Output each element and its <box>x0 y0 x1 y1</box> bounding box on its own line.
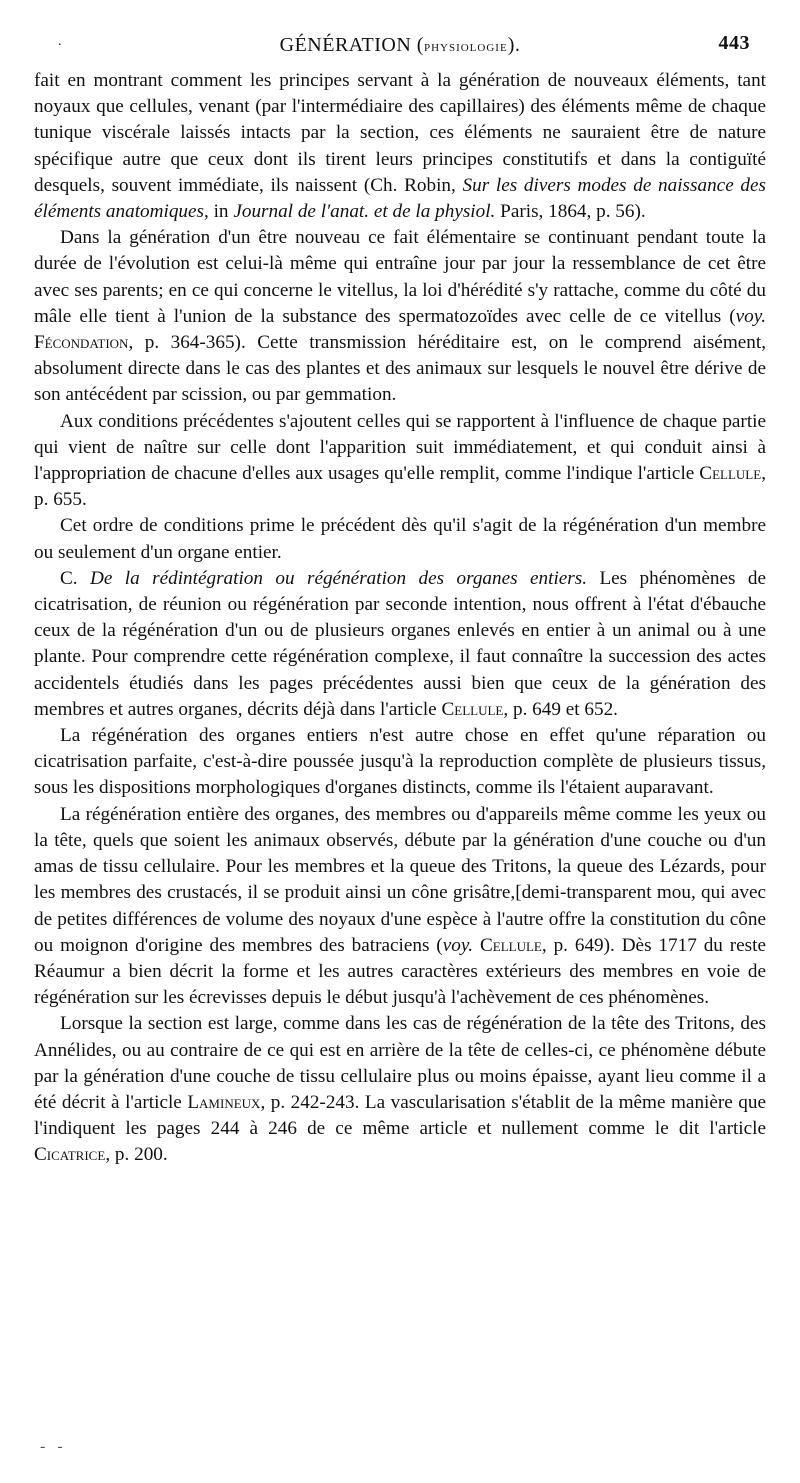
running-title <box>34 34 766 57</box>
p8-text-1: Lorsque la section est large, comme dans les cas de régénération de la tête des Tritons, des Annélides, ou au contraire de ce qui est en arrière de la tête de celles-ci, ce phénomène débute par la génération d'une couche de tissu cellulaire plus ou moins épaisse, ayant lieu comme il a été décrit à l'article <box>34 1013 766 1113</box>
paragraph-5 <box>34 566 766 723</box>
p2-text-3: , p. 364-365). Cette transmission héréditaire est, on le comprend aisément, absolument directe dans le cas des plantes et des animaux sur lesquels le nouvel être dérive de son antécédent par scission, ou par gemmation. <box>34 332 766 406</box>
paragraph-2 <box>34 225 766 408</box>
p8-text-2: , p. 242-243. La vascularisation s'établit de la même manière que l'indiquent les pages 244 à 246 de ce même article et nullement comme le dit l'article <box>34 1091 767 1140</box>
paragraph-1 <box>34 68 766 225</box>
p7-text-2 <box>473 935 480 956</box>
p1-text-1: fait en montrant comment les principes servant à la génération de nouveaux éléments, tant noyaux que cellules, venant (par l'intermédiaire des capillaires) des éléments même de chaque tunique viscérale laissés intacts par la section, ces éléments ne sauraient être de nature spécifique autre que ceux dont ils tirent leurs principes constitutifs et dans la contiguïté desquels, souvent immédiate, ils naissent (Ch. Robin, <box>34 70 766 196</box>
p3-smallcaps-1: Cellule <box>699 463 762 485</box>
paragraph-4 <box>34 513 766 565</box>
body-text <box>34 68 766 1169</box>
p8-text-3: , p. 200. <box>105 1144 168 1166</box>
p2-italic-1: voy. <box>735 305 766 327</box>
p8-smallcaps-2: Cicatrice <box>34 1144 106 1166</box>
p3-text-1: Aux conditions précédentes s'ajoutent celles qui se rapportent à l'influence de chaque partie qui vient de naître sur celle dont l'apparition suit immédiatement, et qui conduit ainsi à l'appropriation de chacune d'elles aux usages qu'elle remplit, comme l'indique l'article <box>34 410 766 485</box>
p2-smallcaps-1: Fécondation <box>34 332 129 354</box>
running-title-sub: physiologie <box>423 39 508 55</box>
p4-text-1: Cet ordre de conditions prime le précédent dès qu'il s'agit de la régénération d'un membre ou seulement d'un organe entier. <box>34 515 766 563</box>
p7-smallcaps-1: Cellule <box>479 934 542 956</box>
footer-mark: - - <box>40 1438 67 1455</box>
p5-text-2: Les phénomènes de cicatrisation, de réunion ou régénération par seconde intention, nous offrent à l'état d'ébauche ceux de la régénération d'un ou de plusieurs organes enlevés en entier à un animal ou à une plante. Pour comprendre cette régénération complexe, il faut connaître la succession des actes accidentels étudiés dans les pages précédentes aussi bien que ceux de la génération des membres et autres organes, décrits déjà dans l'article <box>34 567 766 720</box>
p7-text-1: La régénération entière des organes, des membres ou d'appareils même comme les yeux ou la tête, quels que soient les animaux observés, débute par la génération d'une couche ou d'un amas de tissu cellulaire. Pour les membres et la queue des Tritons, la queue des Lézards, pour les membres des crustacés, il se produit ainsi un cône grisâtre,[demi-transparent mou, qui avec de petites différences de volume des noyaux d'une espèce à l'autre offre la constitution du cône ou moignon d'origine des membres des batraciens ( <box>34 803 766 956</box>
running-title-end: ). <box>507 34 521 56</box>
running-title-main: GÉNÉRATION ( <box>279 34 424 56</box>
p5-italic-1: De la rédintégration ou régénération des organes entiers. <box>90 567 588 589</box>
p6-text-1: La régénération des organes entiers n'est autre chose en effet qu'une réparation ou cicatrisation parfaite, c'est-à-dire poussée jusqu'à la reproduction complète de plusieurs tissus, sous les dispositions morphologiques d'organes distincts, comme ils l'étaient auparavant. <box>34 725 766 799</box>
p3-text-2: , p. 655. <box>34 463 766 511</box>
p7-text-3: , p. 649). Dès 1717 du reste Réaumur a bien décrit la forme et les autres caractères extérieurs des membres en voie de régénération sur les écrevisses depuis le début jusqu'à l'achèvement de ces phénomènes. <box>34 934 766 1009</box>
p8-smallcaps-1: Lamineux <box>187 1091 261 1113</box>
p2-text-1: Dans la génération d'un être nouveau ce fait élémentaire se continuant pendant toute la durée de l'évolution est celui-là même qui entraîne jour par jour la ressemblance de cet être avec ses parents; en ce qui concerne le vitellus, la loi d'hérédité s'y rattache, comme du côté du mâle elle tient à l'union de la substance des spermatozoïdes avec celle de ce vitellus ( <box>34 227 766 327</box>
header-dot: . <box>58 34 62 49</box>
p5-text-1: C. <box>60 567 91 589</box>
paragraph-7 <box>34 802 766 1012</box>
p1-text-3: Paris, 1864, p. 56). <box>495 201 646 223</box>
p1-text-2: , in <box>204 201 234 223</box>
paragraph-3 <box>34 409 766 514</box>
p1-italic-2: Journal de l'anat. et de la physiol. <box>233 201 496 223</box>
running-header <box>34 28 766 68</box>
p5-smallcaps-1: Cellule <box>441 698 504 720</box>
paragraph-6 <box>34 723 766 802</box>
page-number: 443 <box>718 32 750 54</box>
p7-italic-1: voy. <box>442 934 474 956</box>
paragraph-8 <box>34 1011 766 1168</box>
p5-text-3: , p. 649 et 652. <box>503 698 618 720</box>
p1-italic-1: Sur les divers modes de naissance des éléments anatomiques <box>34 174 766 223</box>
